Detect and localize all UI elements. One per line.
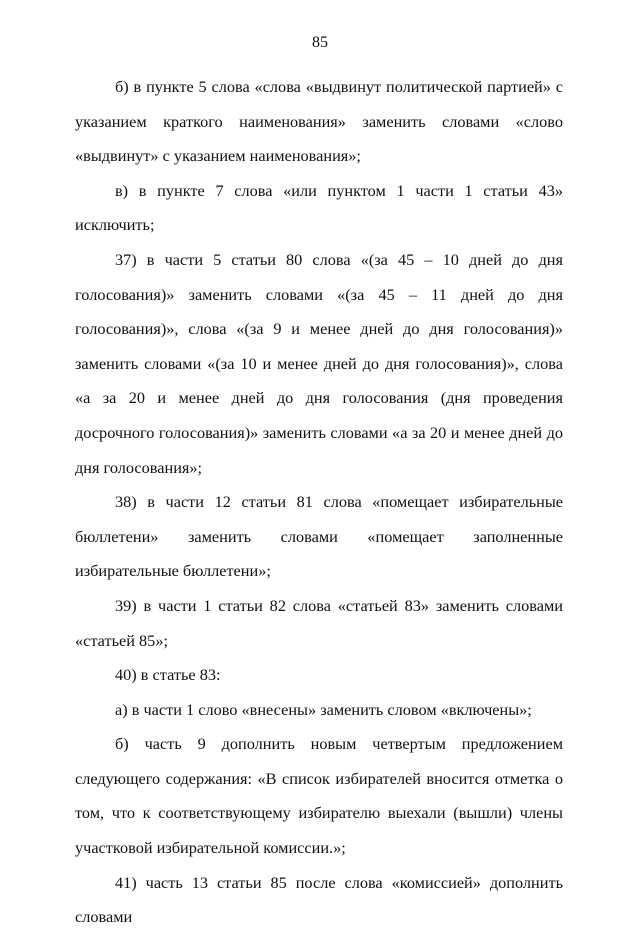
paragraph-item-39: 39) в части 1 статьи 82 слова «статьей 83» заменить словами «статьей 85»; xyxy=(75,595,563,650)
paragraph-item-38: 38) в части 12 статьи 81 слова «помещает избирательные бюллетени» заменить словами «помещает заполненные избирательные бюллетени»; xyxy=(75,492,563,581)
paragraph-item-v-point-7: в) в пункте 7 слова «или пунктом 1 части 1 статьи 43» исключить; xyxy=(75,180,563,235)
paragraph-item-40-b: б) часть 9 дополнить новым четвертым предложением следующего содержания: «В список избирателей вносится отметка о том, что к соответствующему избирателю выехали (вышли) члены участковой избирательной комиссии.»; xyxy=(75,734,563,858)
paragraph-item-40-a: а) в части 1 слово «внесены» заменить словом «включены»; xyxy=(115,699,532,719)
paragraph-item-37: 37) в части 5 статьи 80 слова «(за 45 – 10 дней до дня голосования)» заменить словами «(за 45 – 11 дней до дня голосования)», слова «(за 9 и менее дней до дня голосования)» заменить словами «(за 10 и менее дней до дня голосования)», слова «а за 20 и менее дней до дня голосования (дня проведения досрочного голосования)» заменить словами «а за 20 и менее дней до дня голосования»; xyxy=(75,249,563,477)
paragraph-item-40: 40) в статье 83: xyxy=(115,665,221,685)
page-number: 85 xyxy=(312,34,328,51)
document-body xyxy=(75,70,563,935)
paragraph-item-41: 41) часть 13 статьи 85 после слова «комиссией» дополнить словами xyxy=(75,872,563,927)
paragraph-item-b-point-5: б) в пункте 5 слова «слова «выдвинут политической партией» с указанием краткого наименования» заменить словами «слово «выдвинут» с указанием наименования»; xyxy=(75,77,563,166)
